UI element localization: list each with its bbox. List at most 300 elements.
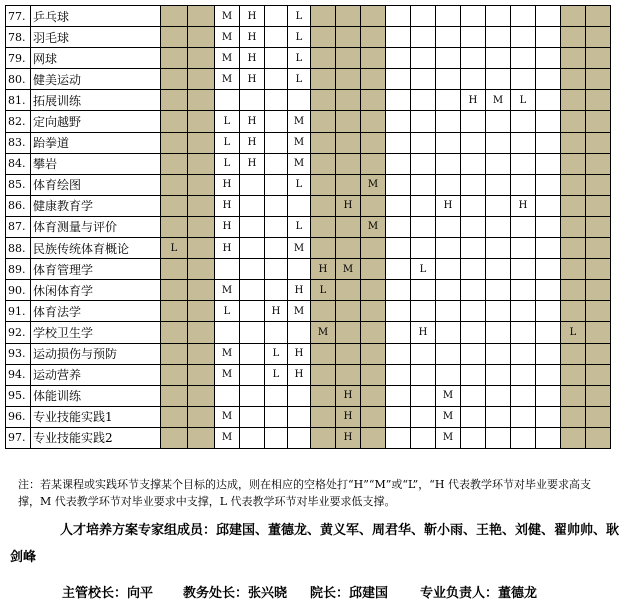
requirement-cell bbox=[361, 280, 386, 301]
requirement-cell bbox=[311, 385, 336, 406]
requirement-cell bbox=[265, 48, 288, 69]
row-number: 78. bbox=[6, 27, 31, 48]
requirement-cell bbox=[265, 174, 288, 195]
requirement-cell bbox=[161, 322, 188, 343]
course-name: 拓展训练 bbox=[31, 90, 161, 111]
requirement-cell bbox=[361, 153, 386, 174]
requirement-cell bbox=[336, 301, 361, 322]
requirement-cell bbox=[188, 280, 215, 301]
requirement-cell bbox=[188, 427, 215, 448]
row-number: 97. bbox=[6, 427, 31, 448]
requirement-cell bbox=[288, 322, 311, 343]
requirement-cell bbox=[386, 238, 411, 259]
requirement-cell: H bbox=[240, 48, 265, 69]
requirement-cell: H bbox=[215, 195, 240, 216]
requirement-cell bbox=[486, 6, 511, 27]
requirement-cell bbox=[536, 27, 561, 48]
requirement-cell: M bbox=[288, 301, 311, 322]
requirement-cell bbox=[265, 385, 288, 406]
requirement-cell bbox=[336, 69, 361, 90]
requirement-cell: L bbox=[288, 216, 311, 237]
requirement-cell bbox=[240, 216, 265, 237]
requirement-cell bbox=[461, 343, 486, 364]
requirement-cell bbox=[586, 174, 611, 195]
requirement-cell bbox=[411, 90, 436, 111]
requirement-cell bbox=[461, 27, 486, 48]
requirement-cell bbox=[240, 238, 265, 259]
course-name: 攀岩 bbox=[31, 153, 161, 174]
requirement-cell: H bbox=[240, 111, 265, 132]
requirement-cell bbox=[436, 48, 461, 69]
requirement-cell bbox=[336, 216, 361, 237]
requirement-cell bbox=[411, 6, 436, 27]
requirement-cell bbox=[586, 69, 611, 90]
requirement-cell bbox=[511, 427, 536, 448]
requirement-cell bbox=[436, 343, 461, 364]
requirement-cell bbox=[188, 343, 215, 364]
requirement-cell bbox=[511, 216, 536, 237]
requirement-cell bbox=[511, 280, 536, 301]
requirement-cell bbox=[336, 153, 361, 174]
requirement-cell bbox=[411, 132, 436, 153]
requirement-cell bbox=[536, 364, 561, 385]
requirement-cell bbox=[361, 322, 386, 343]
requirement-cell bbox=[436, 27, 461, 48]
major-head-signature: 专业负责人：董德龙 bbox=[420, 586, 538, 601]
requirement-cell bbox=[311, 27, 336, 48]
requirement-cell: L bbox=[215, 301, 240, 322]
requirement-cell bbox=[361, 427, 386, 448]
requirement-cell bbox=[386, 301, 411, 322]
row-number: 87. bbox=[6, 216, 31, 237]
requirement-cell bbox=[161, 69, 188, 90]
requirement-cell bbox=[536, 259, 561, 280]
requirement-cell bbox=[336, 280, 361, 301]
requirement-cell: L bbox=[311, 280, 336, 301]
requirement-cell bbox=[461, 195, 486, 216]
requirement-cell bbox=[361, 406, 386, 427]
requirement-cell bbox=[586, 48, 611, 69]
expert-line-1: 人才培养方案专家组成员：邱建国、董德龙、黄义军、周君华、靳小雨、王艳、刘健、翟帅帅、耿 bbox=[60, 523, 620, 538]
requirement-cell bbox=[561, 216, 586, 237]
requirement-cell bbox=[188, 48, 215, 69]
signature-row bbox=[0, 582, 638, 602]
requirement-cell bbox=[561, 48, 586, 69]
course-name: 网球 bbox=[31, 48, 161, 69]
requirement-cell bbox=[361, 132, 386, 153]
legend-note bbox=[18, 477, 630, 510]
requirement-cell bbox=[265, 195, 288, 216]
requirement-cell bbox=[486, 301, 511, 322]
requirement-cell bbox=[411, 69, 436, 90]
requirement-cell bbox=[161, 6, 188, 27]
requirement-cell bbox=[436, 322, 461, 343]
requirement-cell bbox=[536, 132, 561, 153]
requirement-cell bbox=[161, 385, 188, 406]
requirement-cell bbox=[311, 216, 336, 237]
requirement-cell bbox=[386, 174, 411, 195]
requirement-cell bbox=[411, 343, 436, 364]
requirement-cell bbox=[461, 132, 486, 153]
requirement-cell bbox=[511, 27, 536, 48]
requirement-cell bbox=[161, 195, 188, 216]
requirement-cell bbox=[265, 153, 288, 174]
requirement-cell bbox=[361, 6, 386, 27]
requirement-cell bbox=[461, 69, 486, 90]
requirement-cell: H bbox=[511, 195, 536, 216]
requirement-cell bbox=[436, 364, 461, 385]
note-line-2: 撑，M 代表教学环节对毕业要求中支撑，L 代表教学环节对毕业要求低支撑。 bbox=[18, 494, 396, 508]
requirement-cell bbox=[240, 259, 265, 280]
requirement-cell bbox=[436, 90, 461, 111]
requirement-cell bbox=[188, 195, 215, 216]
requirement-cell bbox=[311, 364, 336, 385]
requirement-cell bbox=[486, 27, 511, 48]
requirement-cell bbox=[386, 280, 411, 301]
requirement-cell: H bbox=[288, 280, 311, 301]
requirement-cell bbox=[486, 153, 511, 174]
requirement-cell bbox=[461, 111, 486, 132]
requirement-cell bbox=[536, 153, 561, 174]
requirement-cell bbox=[486, 195, 511, 216]
requirement-cell bbox=[411, 195, 436, 216]
requirement-cell bbox=[336, 343, 361, 364]
requirement-cell bbox=[240, 343, 265, 364]
requirement-cell bbox=[240, 90, 265, 111]
requirement-cell bbox=[586, 90, 611, 111]
requirement-cell bbox=[586, 280, 611, 301]
requirement-cell bbox=[561, 238, 586, 259]
requirement-cell: L bbox=[215, 153, 240, 174]
requirement-cell bbox=[288, 406, 311, 427]
requirement-cell bbox=[188, 322, 215, 343]
requirement-cell bbox=[586, 238, 611, 259]
requirement-cell bbox=[561, 280, 586, 301]
requirement-cell bbox=[240, 174, 265, 195]
requirement-cell: M bbox=[436, 406, 461, 427]
course-name: 羽毛球 bbox=[31, 27, 161, 48]
requirement-cell bbox=[265, 259, 288, 280]
requirement-cell bbox=[511, 174, 536, 195]
requirement-cell bbox=[386, 406, 411, 427]
requirement-cell bbox=[561, 195, 586, 216]
requirement-cell bbox=[561, 301, 586, 322]
requirement-cell bbox=[511, 322, 536, 343]
requirement-cell: H bbox=[336, 406, 361, 427]
requirement-cell bbox=[411, 364, 436, 385]
requirement-cell bbox=[561, 385, 586, 406]
requirement-cell: L bbox=[288, 69, 311, 90]
requirement-cell bbox=[188, 406, 215, 427]
requirement-cell bbox=[486, 132, 511, 153]
requirement-cell bbox=[161, 216, 188, 237]
course-name: 健康教育学 bbox=[31, 195, 161, 216]
requirement-cell: H bbox=[240, 27, 265, 48]
requirement-cell bbox=[511, 364, 536, 385]
requirement-cell: M bbox=[288, 132, 311, 153]
table-row bbox=[6, 301, 611, 322]
table-row bbox=[6, 427, 611, 448]
requirement-cell bbox=[188, 364, 215, 385]
requirement-cell bbox=[311, 111, 336, 132]
requirement-cell bbox=[361, 69, 386, 90]
requirement-cell bbox=[336, 48, 361, 69]
requirement-cell bbox=[265, 216, 288, 237]
requirement-cell: L bbox=[511, 90, 536, 111]
row-number: 92. bbox=[6, 322, 31, 343]
requirement-cell bbox=[486, 259, 511, 280]
requirement-cell bbox=[586, 322, 611, 343]
row-number: 84. bbox=[6, 153, 31, 174]
requirement-cell bbox=[361, 27, 386, 48]
row-number: 96. bbox=[6, 406, 31, 427]
table-row bbox=[6, 385, 611, 406]
requirement-cell bbox=[188, 238, 215, 259]
requirement-cell bbox=[361, 385, 386, 406]
requirement-cell bbox=[386, 132, 411, 153]
requirement-cell bbox=[311, 90, 336, 111]
requirement-cell bbox=[511, 153, 536, 174]
requirement-cell bbox=[561, 111, 586, 132]
requirement-cell bbox=[461, 6, 486, 27]
college-head-signature: 院长：邱建国 bbox=[310, 586, 389, 601]
requirement-cell bbox=[361, 111, 386, 132]
requirement-cell bbox=[336, 111, 361, 132]
requirement-cell bbox=[336, 90, 361, 111]
requirement-cell bbox=[536, 406, 561, 427]
requirement-cell bbox=[336, 6, 361, 27]
requirement-cell bbox=[461, 364, 486, 385]
requirement-cell: M bbox=[288, 111, 311, 132]
requirement-cell bbox=[386, 48, 411, 69]
requirement-cell bbox=[461, 238, 486, 259]
requirement-cell bbox=[561, 90, 586, 111]
course-name: 体育法学 bbox=[31, 301, 161, 322]
requirement-cell bbox=[386, 153, 411, 174]
requirement-cell bbox=[536, 69, 561, 90]
requirement-cell bbox=[265, 132, 288, 153]
course-name: 运动损伤与预防 bbox=[31, 343, 161, 364]
requirement-cell bbox=[386, 427, 411, 448]
requirement-cell bbox=[511, 406, 536, 427]
requirement-cell bbox=[161, 259, 188, 280]
requirement-cell bbox=[386, 259, 411, 280]
requirement-cell bbox=[411, 174, 436, 195]
requirement-cell bbox=[586, 111, 611, 132]
requirement-cell: H bbox=[288, 343, 311, 364]
requirement-cell: L bbox=[215, 132, 240, 153]
row-number: 90. bbox=[6, 280, 31, 301]
requirement-cell bbox=[586, 343, 611, 364]
requirement-cell bbox=[411, 48, 436, 69]
requirement-cell bbox=[386, 343, 411, 364]
course-name: 定向越野 bbox=[31, 111, 161, 132]
requirement-cell bbox=[161, 153, 188, 174]
requirement-cell: L bbox=[215, 111, 240, 132]
requirement-cell bbox=[361, 364, 386, 385]
requirement-cell bbox=[586, 301, 611, 322]
requirement-cell bbox=[161, 427, 188, 448]
table-row bbox=[6, 90, 611, 111]
requirement-cell bbox=[215, 90, 240, 111]
requirement-cell bbox=[561, 406, 586, 427]
requirement-cell bbox=[536, 216, 561, 237]
requirement-cell bbox=[586, 364, 611, 385]
requirement-cell bbox=[361, 238, 386, 259]
requirement-cell bbox=[361, 195, 386, 216]
requirement-cell bbox=[188, 27, 215, 48]
expert-panel bbox=[10, 517, 632, 571]
requirement-cell bbox=[336, 238, 361, 259]
requirement-cell bbox=[486, 216, 511, 237]
requirement-cell bbox=[536, 195, 561, 216]
requirement-cell bbox=[561, 427, 586, 448]
requirement-cell bbox=[361, 301, 386, 322]
requirement-cell bbox=[461, 259, 486, 280]
requirement-cell: H bbox=[461, 90, 486, 111]
requirement-cell bbox=[436, 238, 461, 259]
table-row bbox=[6, 6, 611, 27]
requirement-cell bbox=[311, 132, 336, 153]
requirement-cell bbox=[436, 69, 461, 90]
row-number: 79. bbox=[6, 48, 31, 69]
requirement-cell bbox=[240, 280, 265, 301]
requirement-cell bbox=[586, 6, 611, 27]
requirement-cell bbox=[561, 153, 586, 174]
requirement-cell bbox=[561, 259, 586, 280]
table-row bbox=[6, 132, 611, 153]
requirement-cell bbox=[311, 195, 336, 216]
requirement-cell bbox=[361, 48, 386, 69]
requirement-cell: M bbox=[436, 427, 461, 448]
requirement-cell bbox=[386, 385, 411, 406]
requirement-cell bbox=[161, 27, 188, 48]
requirement-cell bbox=[411, 238, 436, 259]
requirement-cell bbox=[188, 132, 215, 153]
requirement-cell bbox=[586, 385, 611, 406]
course-name: 乒乓球 bbox=[31, 6, 161, 27]
requirement-cell: H bbox=[215, 238, 240, 259]
requirement-cell bbox=[311, 406, 336, 427]
requirement-cell: L bbox=[411, 259, 436, 280]
requirement-cell bbox=[436, 301, 461, 322]
table-row bbox=[6, 27, 611, 48]
requirement-cell bbox=[240, 301, 265, 322]
requirement-cell bbox=[411, 111, 436, 132]
requirement-cell: H bbox=[311, 259, 336, 280]
requirement-cell: M bbox=[311, 322, 336, 343]
requirement-cell bbox=[486, 69, 511, 90]
requirement-cell bbox=[188, 6, 215, 27]
requirement-cell bbox=[411, 153, 436, 174]
course-name: 运动营养 bbox=[31, 364, 161, 385]
requirement-cell bbox=[586, 195, 611, 216]
course-name: 休闲体育学 bbox=[31, 280, 161, 301]
requirement-cell bbox=[386, 322, 411, 343]
requirement-cell bbox=[561, 364, 586, 385]
requirement-cell: M bbox=[215, 6, 240, 27]
table-row bbox=[6, 280, 611, 301]
requirement-cell bbox=[240, 195, 265, 216]
requirement-cell bbox=[511, 69, 536, 90]
requirement-cell bbox=[336, 322, 361, 343]
requirement-cell bbox=[265, 90, 288, 111]
requirement-cell bbox=[586, 259, 611, 280]
requirement-cell bbox=[336, 27, 361, 48]
requirement-cell bbox=[311, 238, 336, 259]
requirement-cell bbox=[486, 406, 511, 427]
table-row bbox=[6, 48, 611, 69]
requirement-cell bbox=[411, 301, 436, 322]
requirement-cell bbox=[411, 406, 436, 427]
table-row bbox=[6, 406, 611, 427]
requirement-cell bbox=[411, 427, 436, 448]
requirement-cell bbox=[461, 216, 486, 237]
requirement-cell bbox=[188, 69, 215, 90]
requirement-cell: H bbox=[336, 195, 361, 216]
expert-line-2: 剑峰 bbox=[10, 550, 37, 565]
requirement-cell bbox=[511, 385, 536, 406]
dean-affairs-signature: 教务处长：张兴晓 bbox=[183, 586, 288, 601]
requirement-cell bbox=[461, 322, 486, 343]
requirement-cell bbox=[536, 385, 561, 406]
requirement-cell: L bbox=[161, 238, 188, 259]
requirement-cell bbox=[161, 343, 188, 364]
requirement-cell bbox=[161, 111, 188, 132]
requirement-cell bbox=[436, 6, 461, 27]
requirement-cell bbox=[536, 280, 561, 301]
requirement-cell: H bbox=[436, 195, 461, 216]
row-number: 80. bbox=[6, 69, 31, 90]
table-row bbox=[6, 343, 611, 364]
course-name: 跆拳道 bbox=[31, 132, 161, 153]
requirement-cell: H bbox=[411, 322, 436, 343]
requirement-cell bbox=[265, 238, 288, 259]
requirement-cell bbox=[161, 48, 188, 69]
requirement-cell bbox=[411, 385, 436, 406]
requirement-cell: M bbox=[288, 153, 311, 174]
requirement-cell bbox=[436, 132, 461, 153]
requirement-cell bbox=[265, 280, 288, 301]
requirement-cell bbox=[486, 280, 511, 301]
requirement-cell bbox=[436, 174, 461, 195]
requirement-cell bbox=[411, 280, 436, 301]
row-number: 94. bbox=[6, 364, 31, 385]
table-row bbox=[6, 111, 611, 132]
course-name: 体育测量与评价 bbox=[31, 216, 161, 237]
requirement-cell bbox=[411, 216, 436, 237]
requirement-cell: H bbox=[215, 174, 240, 195]
requirement-cell bbox=[311, 301, 336, 322]
requirement-cell bbox=[386, 69, 411, 90]
requirement-cell bbox=[265, 6, 288, 27]
requirement-cell: L bbox=[265, 343, 288, 364]
table-row bbox=[6, 174, 611, 195]
requirement-cell bbox=[436, 280, 461, 301]
requirement-cell bbox=[311, 343, 336, 364]
requirement-cell: M bbox=[336, 259, 361, 280]
requirement-cell bbox=[240, 427, 265, 448]
requirement-cell bbox=[461, 301, 486, 322]
requirement-cell bbox=[336, 364, 361, 385]
requirement-cell: M bbox=[215, 69, 240, 90]
requirement-cell bbox=[386, 364, 411, 385]
requirement-cell bbox=[511, 111, 536, 132]
requirement-cell: H bbox=[336, 427, 361, 448]
requirement-cell bbox=[188, 259, 215, 280]
course-name: 体育管理学 bbox=[31, 259, 161, 280]
requirement-cell: H bbox=[240, 132, 265, 153]
